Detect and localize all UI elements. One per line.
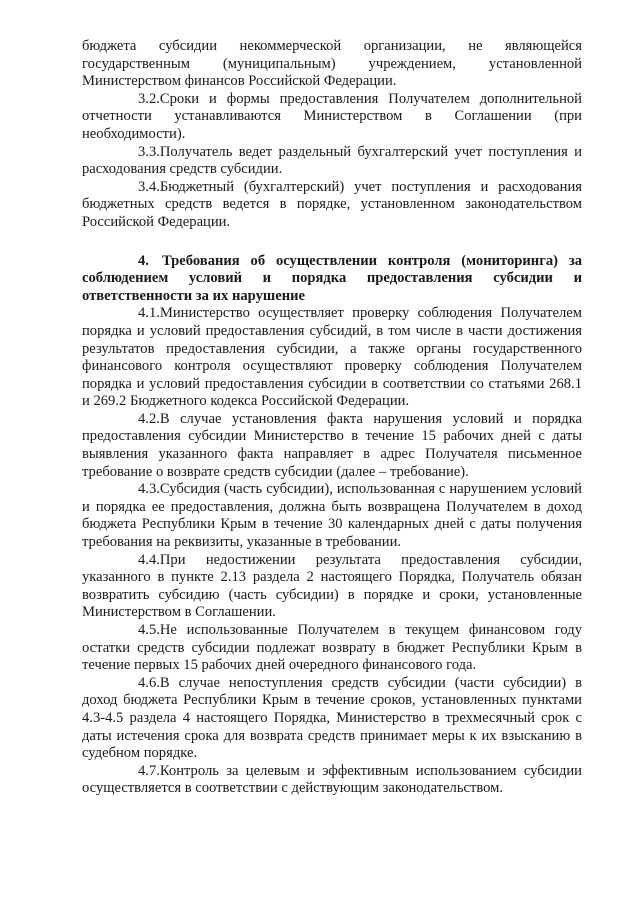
paragraph-text: В случае установления факта нарушения условий и порядка предоставления субсидии Министерство в течение 15 рабочих дней с даты выявления указанного факта направляет в адрес Получателя письменное требование о возврате средств субсидии (далее – требование). [82,410,582,480]
paragraph-3-4 [82,179,582,232]
section-title: Требования об осуществлении контроля (мониторинга) за соблюдением условий и порядка предоставления субсидии и ответственности за их нарушение [82,252,582,304]
paragraph-4-3 [82,481,582,551]
paragraph-text: Не использованные Получателем в текущем финансовом году остатки средств субсидии подлежат возврату в бюджет Республики Крым в течение первых 15 рабочих дней очередного финансового года. [82,622,582,674]
paragraph-text: Сроки и формы предоставления Получателем дополнительной отчетности устанавливаются Министерством в Соглашении (при необходимости). [82,90,582,142]
paragraph-number: 3.2. [138,90,160,107]
paragraph-4-4 [82,552,582,622]
paragraph-number: 4.6. [138,674,160,691]
paragraph-number: 4.5. [138,622,160,638]
paragraph-4-7 [82,763,582,798]
paragraph-4-6 [82,675,582,763]
paragraph-4-5 [82,622,582,675]
paragraph-text: Министерство осуществляет проверку соблюдения Получателем порядка и условий предоставления субсидий, в том числе в части достижения результатов предоставления субсидии, а также органы государственного финансового контроля осуществляют проверку соблюдения Получателем порядка и условий предоставления субсидии в соответствии со статьями 268.1 и 269.2 Бюджетного кодекса Российской Федерации. [82,305,582,410]
paragraph-text: Получатель ведет раздельный бухгалтерский учет поступления и расходования средств субсидии. [82,143,582,178]
paragraph-number: 4.7. [138,762,160,779]
paragraph-text: Субсидия (часть субсидии), использованная с нарушением условий и порядка ее предоставления, должна быть возвращена Получателем в доход бюджета Республики Крым в течение 30 календарных дней с даты получения требования на реквизиты, указанные в требовании. [82,481,582,551]
paragraph-number: 4.1. [138,305,160,322]
paragraph-text: В случае непоступления средств субсидии (части субсидии) в доход бюджета Республики Крым в течение сроков, установленных пунктами 4.3-4.5 раздела 4 настоящего Порядка, Министерство в трехмесячный срок с даты истечения срока для возврата средств принимает меры к их взысканию в судебном порядке. [82,674,582,762]
paragraph-number: 4.3. [138,481,160,498]
paragraph-text: При недостижении результата предоставления субсидии, указанного в пункте 2.13 раздела 2 настоящего Порядка, Получатель обязан возвратить субсидию (часть субсидии) в порядке и сроки, установленные Министерством в Соглашении. [82,551,582,621]
paragraph-text: Контроль за целевым и эффективным использованием субсидии осуществляется в соответствии с действующим законодательством. [82,762,582,797]
paragraph-4-2 [82,411,582,481]
paragraph-number: 3.3. [138,143,160,160]
paragraph-text: Бюджетный (бухгалтерский) учет поступления и расходования бюджетных средств ведется в порядке, установленном законодательством Российской Федерации. [82,178,582,230]
section-4-heading [82,253,582,306]
continuation-paragraph: бюджета субсидии некоммерческой организации, не являющейся государственным (муниципальным) учреждением, установленной Министерством финансов Российской Федерации. [82,38,582,90]
document-page [82,38,582,798]
paragraph-number: 4.4. [138,551,160,568]
paragraph-4-1 [82,305,582,411]
section-number: 4. [138,252,149,269]
paragraph-3-3 [82,144,582,179]
paragraph-3-2 [82,91,582,144]
paragraph-number: 4.2. [138,410,160,427]
paragraph-number: 3.4. [138,178,160,195]
